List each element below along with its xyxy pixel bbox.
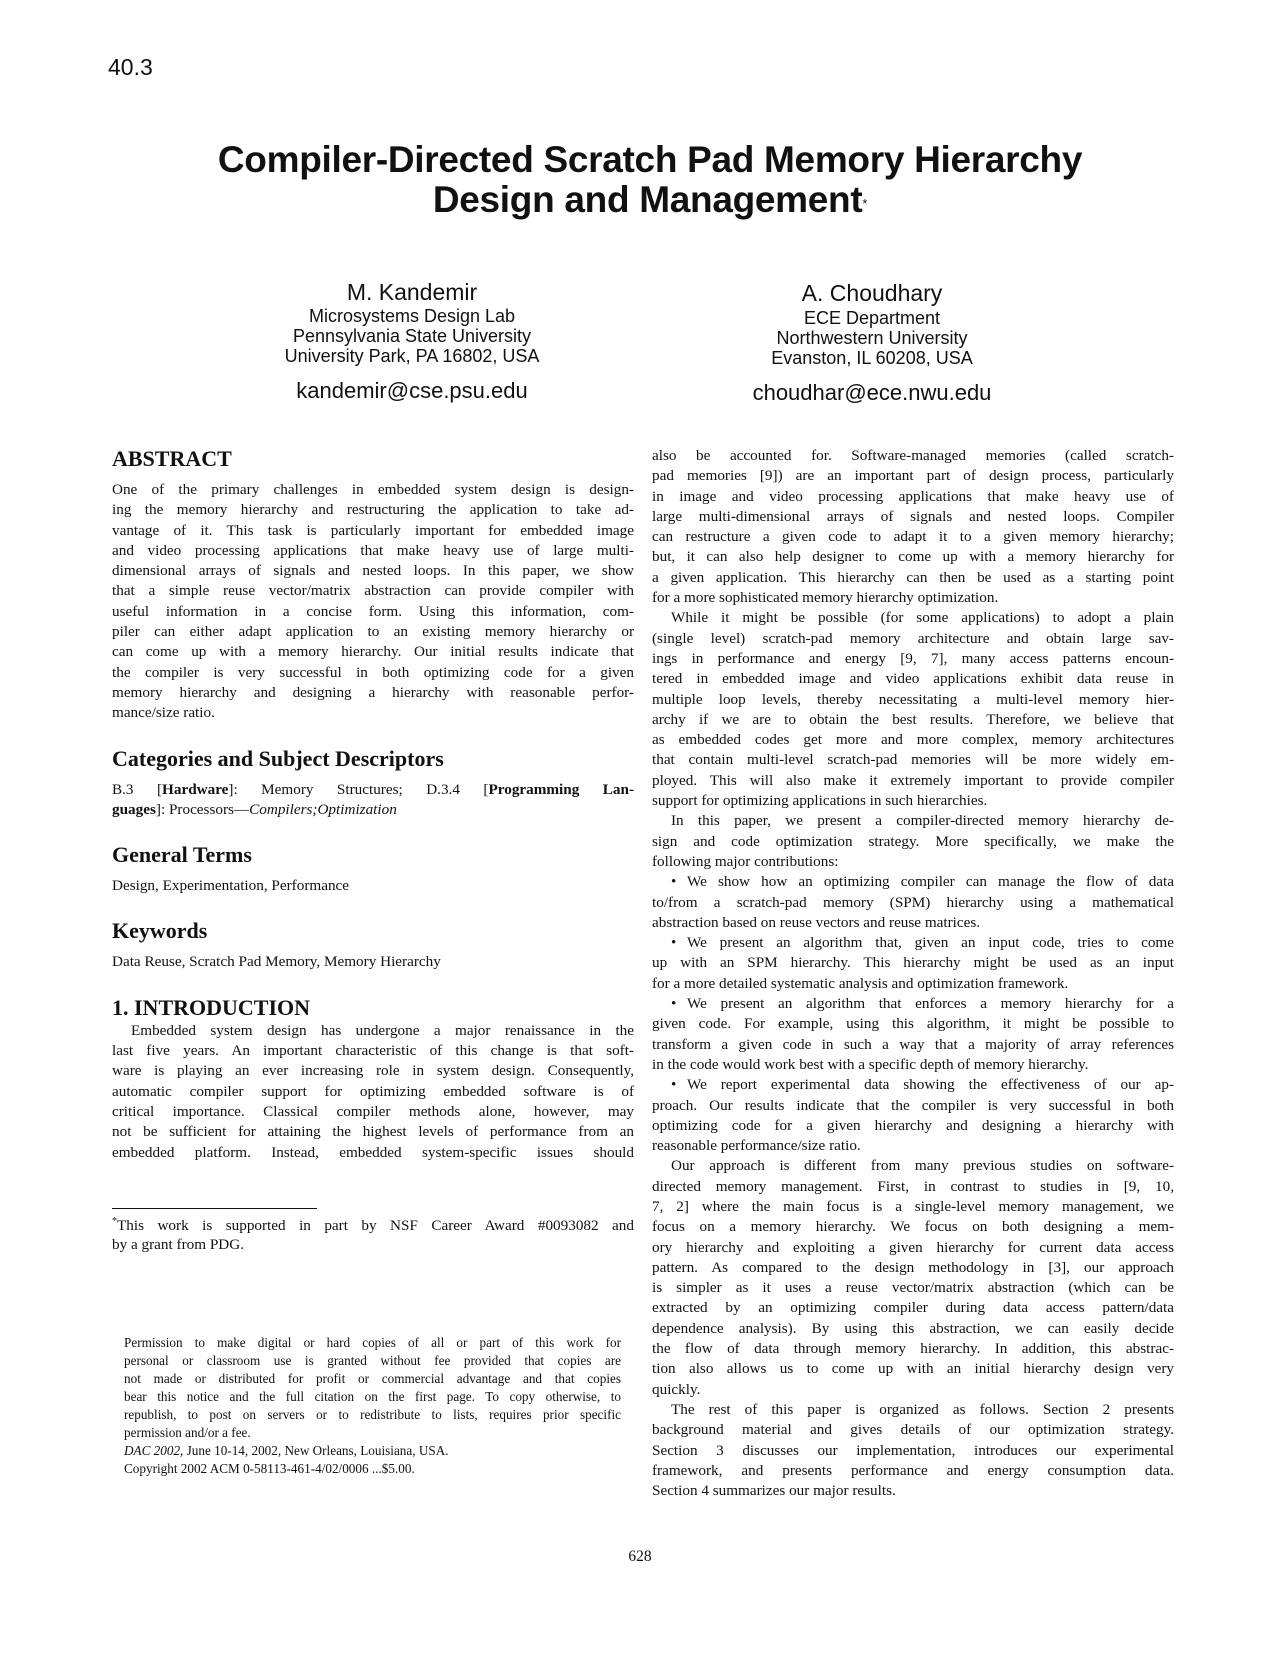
- abstract-body: [112, 480, 634, 724]
- cat-text: ]: Memory Structures; D.3.4 [: [228, 780, 489, 798]
- right-column: [652, 446, 1174, 1501]
- author-block-2: [672, 278, 1072, 406]
- text-line: ing the memory hierarchy and restructuring the application to take ad-: [112, 501, 634, 519]
- text-line: [652, 1075, 1174, 1095]
- intro-paragraph: [652, 1400, 1174, 1501]
- permission-notice: [124, 1334, 621, 1478]
- text-line: multiple loop levels, thereby necessitating a multi-level memory hier-: [652, 690, 1174, 708]
- text-line: large multi-dimensional arrays of signals and nested loops. Compiler: [652, 507, 1174, 525]
- title-line-2: [150, 180, 1150, 220]
- text-line: proach. Our results indicate that the compiler is very successful in both: [652, 1096, 1174, 1114]
- text-line: tered in embedded image and video applications exhibit data reuse in: [652, 670, 1174, 688]
- text-line: but, it can also help designer to come up with a memory hierarchy for: [652, 548, 1174, 566]
- footnote-line-2: by a grant from PDG.: [112, 1236, 245, 1254]
- bullet-icon: •: [671, 934, 677, 952]
- text-line: pattern. As compared to the design methodology in [3], our approach: [652, 1258, 1174, 1276]
- text-line: directed memory management. First, in contrast to studies in [9, 10,: [652, 1177, 1174, 1195]
- cat-bold: Hardware: [162, 780, 229, 798]
- text-line: that a simple reuse vector/matrix abstraction can provide compiler with: [112, 582, 634, 600]
- text-line: Our approach is different from many previous studies on software-: [671, 1157, 1174, 1175]
- bullet-text: We present an algorithm that enforces a memory hierarchy for a: [687, 995, 1174, 1013]
- author-name: M. Kandemir: [346, 279, 478, 305]
- text-line: in image and video processing applications that make heavy use of: [652, 487, 1174, 505]
- general-terms-heading: General Terms: [112, 842, 252, 868]
- footnote-text: This work is supported in part by NSF Career Award #0093082 and: [117, 1217, 634, 1235]
- title-line-2-text: Design and Management: [432, 179, 863, 220]
- text-line: In this paper, we present a compiler-directed memory hierarchy de-: [671, 812, 1174, 830]
- text-line: While it might be possible (for some applications) to adopt a plain: [671, 609, 1174, 627]
- text-line: tion also allows us to come up with an initial hierarchy design very: [652, 1360, 1174, 1378]
- page-number: 628: [628, 1548, 652, 1565]
- text-line: that contain multi-level scratch-pad memories will be more widely em-: [652, 751, 1174, 769]
- text-line: is simpler as it uses a reuse vector/matrix abstraction (which can be: [652, 1279, 1174, 1297]
- text-line: can come up with a memory hierarchy. Our initial results indicate that: [112, 643, 634, 661]
- introduction-body: [112, 1021, 634, 1163]
- footnote-mark: *: [112, 1216, 117, 1227]
- text-line: can restructure a given code to adapt it to a given memory hierarchy;: [652, 528, 1174, 546]
- text-line: 7, 2] where the main focus is a single-level memory management, we: [652, 1197, 1174, 1215]
- text-line: extracted by an optimizing compiler during data access pattern/data: [652, 1299, 1174, 1317]
- contribution-bullet: [652, 1075, 1174, 1156]
- contribution-bullet: [652, 872, 1174, 933]
- footnote-line-1: [112, 1212, 634, 1235]
- keywords-text: Data Reuse, Scratch Pad Memory, Memory Hierarchy: [112, 953, 441, 971]
- text-line: [652, 994, 1174, 1014]
- author-affiliation-line: Northwestern University: [776, 328, 968, 348]
- left-column: [112, 446, 634, 1163]
- author-affiliation-line: Pennsylvania State University: [292, 326, 532, 346]
- text-line: republish, to post on servers or to redistribute to lists, requires prior specific: [124, 1407, 621, 1422]
- text-line: dimensional arrays of signals and nested loops. In this paper, we show: [112, 562, 634, 580]
- text-line: the flow of data through memory hierarchy. In addition, this abstrac-: [652, 1340, 1174, 1358]
- text-line: the compiler is very successful in both optimizing code for a given: [112, 663, 634, 681]
- cat-bold: Programming Lan-: [488, 780, 635, 798]
- text-line: (single level) scratch-pad memory architecture and obtain large sav-: [652, 629, 1174, 647]
- bullet-text: We show how an optimizing compiler can manage the flow of data: [687, 873, 1174, 891]
- cat-text: B.3 [: [112, 780, 163, 798]
- cat-bold: guages: [112, 800, 156, 818]
- copyright-line: Copyright 2002 ACM 0-58113-461-4/02/0006 ...$5.00.: [124, 1461, 415, 1476]
- bullet-icon: •: [671, 1076, 677, 1094]
- general-terms-text: Design, Experimentation, Performance: [112, 877, 350, 895]
- text-line: Section 4 summarizes our major results.: [652, 1482, 896, 1500]
- text-line: framework, and presents performance and energy consumption data.: [652, 1461, 1174, 1479]
- text-line: focus on a memory hierarchy. We focus on both designing a mem-: [652, 1218, 1174, 1236]
- text-line: automatic compiler support for optimizing embedded software is of: [112, 1082, 634, 1100]
- intro-paragraph: [652, 811, 1174, 872]
- text-line: critical importance. Classical compiler methods alone, however, may: [112, 1102, 634, 1120]
- text-line: One of the primary challenges in embedded system design is design-: [112, 481, 634, 498]
- bullet-text: We present an algorithm that, given an input code, tries to come: [687, 934, 1174, 952]
- text-line: and video processing applications that make heavy use of large multi-: [112, 541, 634, 559]
- text-line: ory hierarchy and exploiting a given hierarchy for current data access: [652, 1238, 1174, 1256]
- author-affiliation-line: ECE Department: [803, 308, 941, 328]
- text-line: dependence analysis). By using this abstraction, we can easily decide: [652, 1319, 1174, 1337]
- categories-body: [112, 780, 634, 821]
- text-line: to/from a scratch-pad memory (SPM) hierarchy using a mathematical: [652, 893, 1174, 911]
- footnote-rule: [112, 1208, 317, 1209]
- text-line: permission and/or a fee.: [124, 1425, 251, 1440]
- text-line: personal or classroom use is granted without fee provided that copies are: [124, 1353, 621, 1368]
- text-line: [652, 933, 1174, 953]
- text-line: as embedded codes get more and more complex, memory architectures: [652, 731, 1174, 749]
- text-line: ployed. This will also make it extremely important to provide compiler: [652, 771, 1174, 789]
- contribution-bullet: [652, 994, 1174, 1075]
- text-line: embedded platform. Instead, embedded system-specific issues should: [112, 1143, 634, 1161]
- venue-details: June 10-14, 2002, New Orleans, Louisiana, USA.: [183, 1443, 449, 1458]
- categories-heading: Categories and Subject Descriptors: [112, 745, 444, 771]
- venue-line: [124, 1442, 621, 1460]
- title-line-1: Compiler-Directed Scratch Pad Memory Hierarchy: [217, 139, 1083, 180]
- text-line: abstraction based on reuse vectors and reuse matrices.: [652, 913, 981, 931]
- text-line: not made or distributed for profit or commercial advantage and that copies: [124, 1371, 621, 1386]
- intro-paragraph: [652, 1156, 1174, 1400]
- text-line: piler can either adapt application to an existing memory hierarchy or: [112, 623, 634, 641]
- text-line: Section 3 discusses our implementation, introduces our experimental: [652, 1441, 1174, 1459]
- author-affiliation-line: Evanston, IL 60208, USA: [771, 348, 973, 368]
- text-line: also be accounted for. Software-managed memories (called scratch-: [652, 447, 1174, 464]
- paper-title: [150, 140, 1150, 220]
- text-line: Permission to make digital or hard copies of all or part of this work for: [124, 1335, 621, 1350]
- text-line: ware is playing an ever increasing role in system design. Consequently,: [112, 1062, 634, 1080]
- intro-paragraph: [652, 608, 1174, 811]
- text-line: support for optimizing applications in such hierarchies.: [652, 792, 988, 810]
- text-line: in the code would work best with a specific depth of memory hierarchy.: [652, 1055, 1089, 1073]
- categories-line-2: [112, 800, 634, 820]
- text-line: transform a given code in such a way that a majority of array references: [652, 1035, 1174, 1053]
- introduction-heading: 1. INTRODUCTION: [112, 994, 311, 1020]
- text-line: reasonable performance/size ratio.: [652, 1137, 861, 1155]
- text-line: pad memories [9]) are an important part of design process, particularly: [652, 467, 1174, 485]
- text-line: following major contributions:: [652, 852, 839, 870]
- bullet-icon: •: [671, 873, 677, 891]
- text-line: background material and gives details of our optimization strategy.: [652, 1421, 1174, 1439]
- text-line: given code. For example, using this algorithm, it might be possible to: [652, 1015, 1174, 1033]
- text-line: not be sufficient for attaining the highest levels of performance from an: [112, 1123, 634, 1141]
- text-line: a given application. This hierarchy can then be used as a starting point: [652, 568, 1174, 586]
- venue-name: DAC 2002,: [124, 1443, 184, 1458]
- text-line: useful information in a concise form. Using this information, com-: [112, 602, 634, 620]
- permission-text: [124, 1334, 621, 1442]
- text-line: memory hierarchy and designing a hierarchy with reasonable perfor-: [112, 683, 634, 701]
- text-line: archy if we are to obtain the best results. Therefore, we believe that: [652, 710, 1174, 728]
- text-line: last five years. An important characteristic of this change is that soft-: [112, 1042, 634, 1060]
- abstract-heading: ABSTRACT: [112, 446, 232, 471]
- text-line: quickly.: [652, 1380, 701, 1398]
- cat-text: ]: Processors—: [155, 800, 250, 818]
- categories-line-1: [112, 780, 634, 800]
- keywords-heading: Keywords: [112, 918, 208, 944]
- text-line: The rest of this paper is organized as follows. Section 2 presents: [671, 1400, 1174, 1418]
- text-line: ings in performance and energy [9, 7], many access patterns encoun-: [652, 649, 1174, 667]
- text-line: for a more sophisticated memory hierarchy optimization.: [652, 589, 999, 607]
- cat-italic: Compilers;Optimization: [249, 800, 397, 818]
- footnote: [112, 1212, 634, 1254]
- title-footnote-mark: *: [862, 196, 868, 211]
- text-line: sign and code optimization strategy. More specifically, we make the: [652, 832, 1174, 850]
- text-line: [652, 872, 1174, 892]
- text-line: up with an SPM hierarchy. This hierarchy might be used as an input: [652, 954, 1174, 972]
- text-line: for a more detailed systematic analysis and optimization framework.: [652, 974, 1069, 992]
- bullet-text: We report experimental data showing the effectiveness of our ap-: [687, 1076, 1174, 1094]
- session-number: 40.3: [108, 54, 153, 80]
- text-line: Embedded system design has undergone a major renaissance in the: [131, 1021, 634, 1039]
- author-block-1: [212, 278, 612, 404]
- intro-paragraph: [652, 446, 1174, 608]
- author-email: kandemir@cse.psu.edu: [296, 378, 528, 403]
- bullet-icon: •: [671, 995, 677, 1013]
- text-line: optimizing code for a given hierarchy and designing a hierarchy with: [652, 1116, 1174, 1134]
- author-name: A. Choudhary: [801, 280, 943, 306]
- author-email: choudhar@ece.nwu.edu: [752, 380, 992, 405]
- contribution-bullet: [652, 933, 1174, 994]
- author-affiliation-line: Microsystems Design Lab: [308, 306, 516, 326]
- text-line: bear this notice and the full citation on the first page. To copy otherwise, to: [124, 1389, 621, 1404]
- text-line: mance/size ratio.: [112, 704, 215, 722]
- author-affiliation-line: University Park, PA 16802, USA: [284, 346, 540, 366]
- text-line: vantage of it. This task is particularly important for embedded image: [112, 521, 634, 539]
